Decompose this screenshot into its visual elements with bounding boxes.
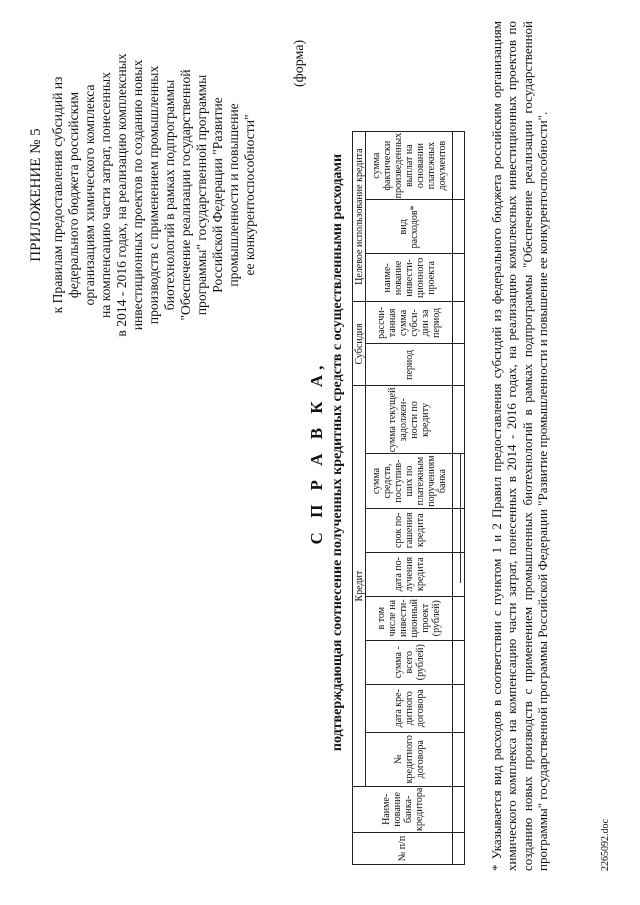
appendix-number: ПРИЛОЖЕНИЕ № 5 [28, 128, 44, 262]
group-target-use: Целевое использование кредита [353, 131, 366, 302]
table-cell [453, 200, 465, 254]
header-project-name: наиме- нование инвести- ционного проекта [366, 254, 453, 302]
header-contract-date: дата кре- дитного договора [366, 684, 453, 732]
credit-table [352, 131, 465, 865]
group-credit: Кредит [353, 386, 366, 786]
table-cell [453, 833, 465, 865]
table-cell [453, 684, 465, 732]
appendix-line: "Обеспечение реализации государственной [178, 69, 193, 321]
header-row-number: № п/п [353, 833, 453, 865]
document-title: С П Р А В К А, [307, 360, 326, 545]
table-row [453, 131, 465, 864]
appendix-line: к Правилам предоставления субсидий из [50, 76, 65, 314]
table-cell [453, 552, 465, 596]
form-label: (форма) [292, 39, 307, 87]
header-expense-type: вид расходов* [366, 200, 453, 254]
header-bank-name: Наиме- нование банка- кредитора [353, 786, 453, 832]
table-cell [453, 302, 465, 344]
appendix-line: федерального бюджета российским [66, 91, 81, 299]
header-total-sum: сумма - всего (рублей) [366, 640, 453, 684]
table-cell [453, 131, 465, 200]
header-received-funds: сумма средств, поступив- ших по платежным поручениям банка [366, 454, 453, 508]
footnote-separator [460, 453, 461, 583]
header-contract-number: № кредитного договора [366, 732, 453, 786]
table-cell [453, 254, 465, 302]
table-cell [453, 454, 465, 508]
header-project-sum: в том числе на инвести- ционный проект (рублей) [366, 596, 453, 640]
appendix-line: на компенсацию части затрат, понесенных [98, 72, 113, 318]
header-actual-payments: сумма фактически произведенных выплат на основании платежных документов [366, 131, 453, 200]
document-subtitle: подтверждающая соотнесение полученных кредитных средств с осуществленными расходами [330, 153, 345, 752]
doc-id: 2265092.doc [600, 819, 611, 871]
table-cell [453, 344, 465, 386]
table-cell [453, 640, 465, 684]
table-cell [453, 596, 465, 640]
header-receipt-date: дата по- лучения кредита [366, 552, 453, 596]
appendix-line: ее конкурентоспособности" [242, 114, 257, 276]
appendix-line: промышленности и повышение [226, 103, 241, 287]
appendix-line: организациям химического комплекса [82, 84, 97, 306]
appendix-line: Российской Федерации "Развитие [210, 97, 225, 293]
appendix-line: программы" государственной программы [194, 74, 209, 316]
group-subsidy: Субсидия [353, 302, 366, 386]
header-current-debt: сумма текущей задолжен- ности по кредиту [366, 386, 453, 454]
table-cell [453, 732, 465, 786]
header-period: период [366, 344, 453, 386]
table-cell [453, 386, 465, 454]
table-cell [453, 508, 465, 552]
header-repayment-date: срок по- гашения кредита [366, 508, 453, 552]
table-cell [453, 786, 465, 832]
header-subsidy-amount: рассчи- танная сумма субси- дии за период [366, 302, 453, 344]
appendix-line: в 2014 - 2016 годах, на реализацию комплексных [114, 53, 129, 337]
appendix-block [28, 20, 258, 370]
footnote: * Указывается вид расходов в соответствии с пунктом 1 и 2 Правил предоставления субсидий из федерального бюджета российским организациям химического комплекса на компенсацию части затрат, понесенных в 2014 - 2016 годах, на реализацию комплексных инвестиционных проектов по созданию новых производств с применением промышленных биотехнологий в рамках подпрограммы "Обеспечение реализации государственной программы" государственной программы Российской Федерации "Развитие промышленности и повышение ее конкурентоспособности". [489, 21, 551, 871]
appendix-line: биотехнологий в рамках подпрограммы [162, 79, 177, 311]
appendix-line: инвестиционных проектов по созданию новых [130, 59, 145, 331]
appendix-line: производств с применением промышленных [146, 65, 161, 325]
